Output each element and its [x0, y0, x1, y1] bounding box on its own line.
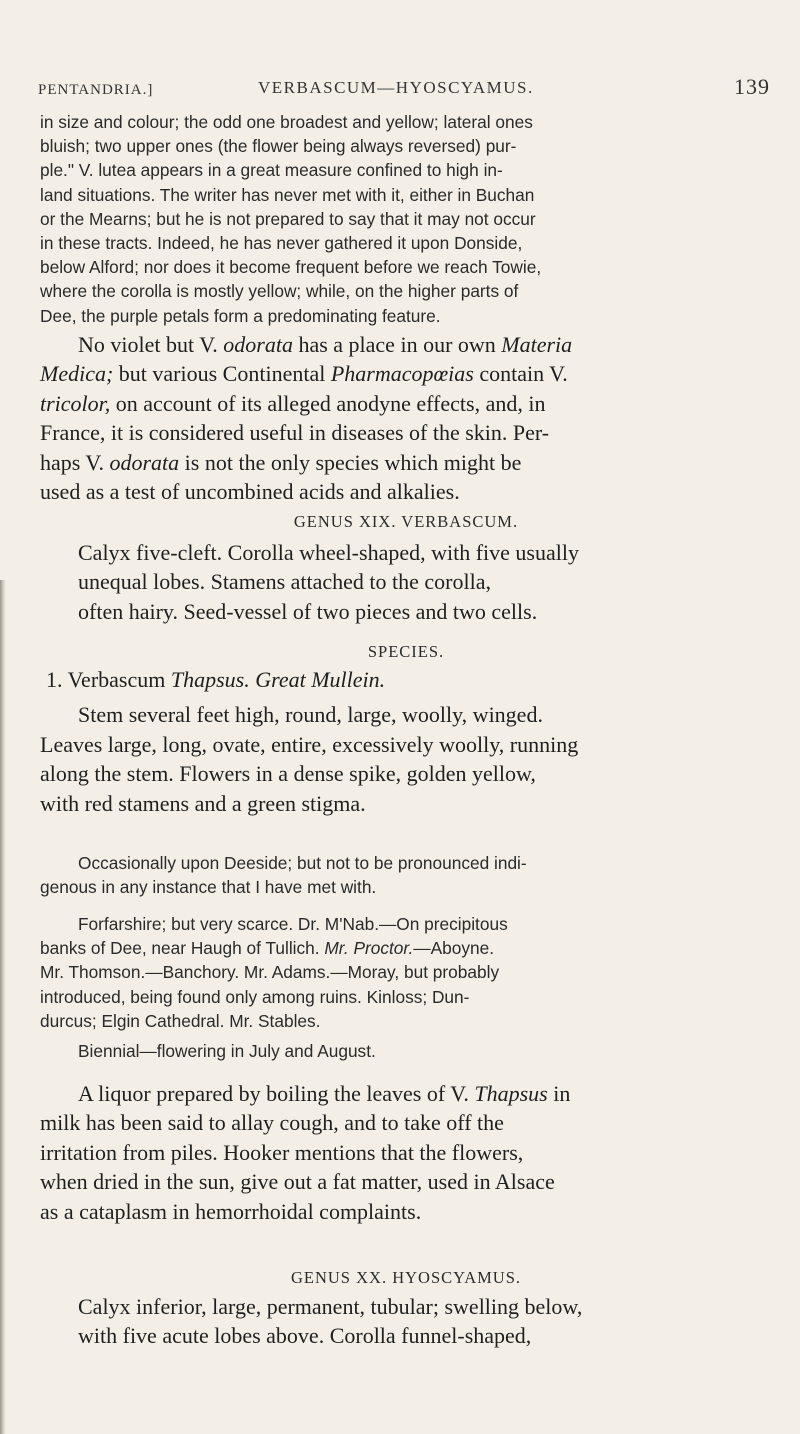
text-line: tricolor, on account of its alleged anodyne effects, and, in: [40, 390, 546, 416]
text-line: below Alford; nor does it become frequent before we reach Towie,: [40, 257, 542, 278]
text-line: Calyx five-cleft. Corolla wheel-shaped, with five usually: [78, 540, 579, 565]
running-header: [38, 74, 770, 110]
header-section: PENTANDRIA.]: [38, 82, 154, 98]
species-verbascum-thapsus: [40, 665, 772, 818]
paragraph-violet-uses: [40, 330, 772, 506]
text-line: often hairy. Seed-vessel of two pieces and two cells.: [78, 598, 538, 624]
text-line: Calyx inferior, large, permanent, tubular; swelling below,: [78, 1294, 583, 1319]
text-line: introduced, being found only among ruins. Kinloss; Dun-: [40, 986, 470, 1007]
text-line: durcus; Elgin Cathedral. Mr. Stables.: [40, 1010, 321, 1031]
text-line: Mr. Thomson.—Banchory. Mr. Adams.—Moray, but probably: [40, 962, 500, 983]
text-line: in size and colour; the odd one broadest and yellow; lateral ones: [40, 112, 533, 132]
note-deeside: [40, 851, 772, 899]
page-number: 139: [734, 74, 770, 99]
text-line: banks of Dee, near Haugh of Tullich. Mr. Proctor.—Aboyne.: [40, 938, 495, 959]
text-line: where the corolla is mostly yellow; while, on the higher parts of: [40, 281, 519, 302]
text-line: Occasionally upon Deeside; but not to be pronounced indi-: [78, 853, 527, 873]
text-line: genous in any instance that I have met with.: [40, 877, 377, 898]
text-line: ple." V. lutea appears in a great measure confined to high in-: [40, 160, 503, 181]
text-line: with red stamens and a green stigma.: [40, 790, 366, 816]
text-line: irritation from piles. Hooker mentions that the flowers,: [40, 1139, 524, 1165]
text-line: land situations. The writer has never met with it, either in Buchan: [40, 184, 535, 205]
species-title: 1. Verbascum Thapsus. Great Mullein.: [46, 667, 386, 692]
text-line: bluish; two upper ones (the flower being always reversed) pur-: [40, 136, 517, 157]
page-edge-shadow: [0, 580, 6, 1434]
genus-heading-hyoscyamus: GENUS XX. HYOSCYAMUS.: [290, 1268, 522, 1287]
genus-heading-verbascum: GENUS XIX. VERBASCUM.: [293, 512, 519, 531]
text-line: Medica; but various Continental Pharmacopœias contain V.: [40, 361, 568, 387]
genus-description-hyoscyamus: [40, 1292, 772, 1351]
text-line: unequal lobes. Stamens attached to the corolla,: [78, 569, 491, 595]
text-line: milk has been said to allay cough, and to take off the: [40, 1110, 504, 1136]
paragraph-thapsus-uses: [40, 1079, 772, 1226]
text-line: Dee, the purple petals form a predominating feature.: [40, 305, 441, 326]
text-line: in these tracts. Indeed, he has never gathered it upon Donside,: [40, 233, 523, 254]
text-line: or the Mearns; but he is not prepared to say that it may not occur: [40, 208, 536, 229]
localities-thapsus: [40, 912, 772, 1033]
text-line: Leaves large, long, ovate, entire, excessively woolly, running: [40, 731, 579, 757]
text-line: with five acute lobes above. Corolla funnel-shaped,: [78, 1323, 532, 1349]
text-line: when dried in the sun, give out a fat matter, used in Alsace: [40, 1169, 555, 1195]
genus-description-verbascum: [40, 538, 772, 626]
text-line: Stem several feet high, round, large, woolly, winged.: [78, 702, 543, 728]
text-line: as a cataplasm in hemorrhoidal complaints.: [40, 1198, 422, 1224]
text-line: haps V. odorata is not the only species which might be: [40, 449, 522, 475]
text-line: used as a test of uncombined acids and alkalies.: [40, 479, 460, 505]
flowering-note: [40, 1039, 772, 1063]
text-line: along the stem. Flowers in a dense spike, golden yellow,: [40, 761, 536, 787]
species-heading: SPECIES.: [367, 642, 445, 661]
paragraph-viola-lutea: [40, 110, 772, 328]
text-line: Biennial—flowering in July and August.: [78, 1041, 376, 1061]
text-line: A liquor prepared by boiling the leaves of V. Thapsus in: [78, 1081, 571, 1106]
text-line: France, it is considered useful in diseases of the skin. Per-: [40, 420, 550, 446]
text-line: Forfarshire; but very scarce. Dr. M'Nab.—On precipitous: [78, 914, 508, 934]
header-title: VERBASCUM—HYOSCYAMUS.: [258, 78, 534, 97]
text-line: No violet but V. odorata has a place in our own Materia: [78, 332, 573, 357]
